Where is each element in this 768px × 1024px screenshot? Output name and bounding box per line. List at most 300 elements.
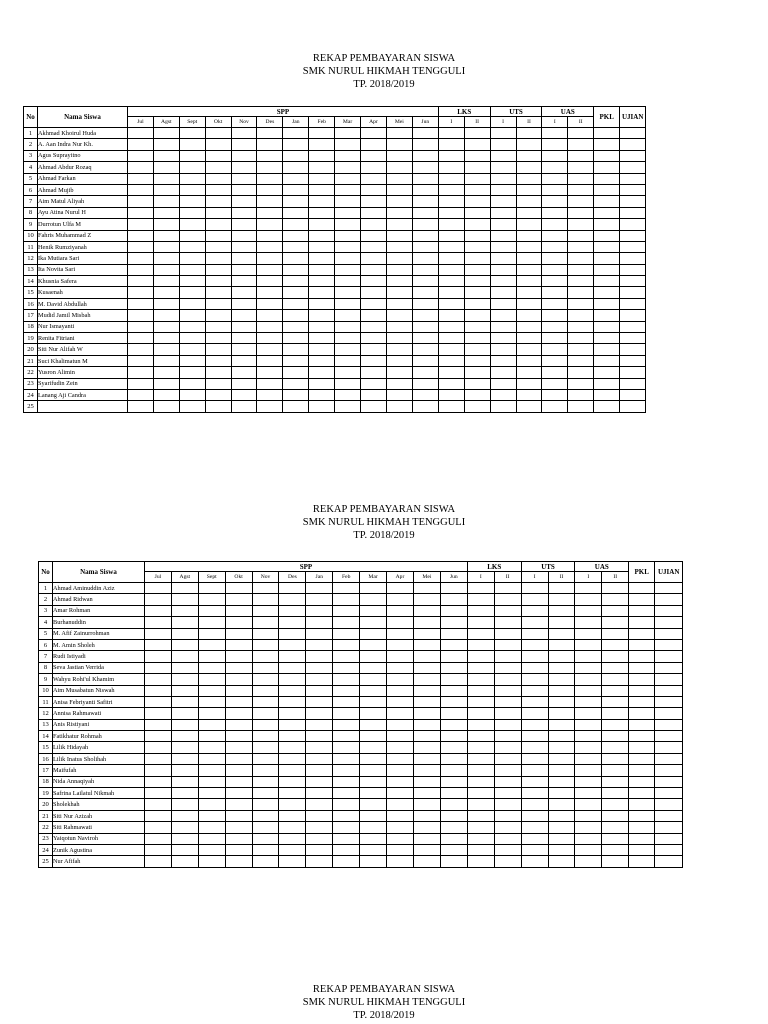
payment-cell[interactable] <box>548 685 575 696</box>
payment-cell[interactable] <box>548 617 575 628</box>
payment-cell[interactable] <box>257 344 283 355</box>
payment-cell[interactable] <box>594 344 620 355</box>
payment-cell[interactable] <box>145 822 172 833</box>
payment-cell[interactable] <box>231 401 257 412</box>
payment-cell[interactable] <box>198 605 225 616</box>
payment-cell[interactable] <box>231 128 257 139</box>
payment-cell[interactable] <box>231 264 257 275</box>
payment-cell[interactable] <box>333 708 360 719</box>
payment-cell[interactable] <box>386 287 412 298</box>
payment-cell[interactable] <box>252 810 279 821</box>
payment-cell[interactable] <box>413 685 440 696</box>
payment-cell[interactable] <box>225 696 252 707</box>
payment-cell[interactable] <box>386 344 412 355</box>
payment-cell[interactable] <box>413 765 440 776</box>
payment-cell[interactable] <box>602 674 629 685</box>
payment-cell[interactable] <box>413 617 440 628</box>
payment-cell[interactable] <box>225 844 252 855</box>
payment-cell[interactable] <box>575 583 602 594</box>
payment-cell[interactable] <box>231 139 257 150</box>
payment-cell[interactable] <box>361 253 387 264</box>
payment-cell[interactable] <box>279 628 306 639</box>
payment-cell[interactable] <box>225 788 252 799</box>
payment-cell[interactable] <box>386 173 412 184</box>
payment-cell[interactable] <box>568 184 594 195</box>
payment-cell[interactable] <box>306 662 333 673</box>
payment-cell[interactable] <box>568 207 594 218</box>
payment-cell[interactable] <box>252 776 279 787</box>
payment-cell[interactable] <box>655 822 683 833</box>
payment-cell[interactable] <box>360 696 387 707</box>
payment-cell[interactable] <box>412 287 438 298</box>
payment-cell[interactable] <box>361 230 387 241</box>
payment-cell[interactable] <box>128 230 154 241</box>
payment-cell[interactable] <box>198 856 225 867</box>
payment-cell[interactable] <box>386 139 412 150</box>
payment-cell[interactable] <box>594 276 620 287</box>
payment-cell[interactable] <box>516 401 542 412</box>
payment-cell[interactable] <box>171 788 198 799</box>
payment-cell[interactable] <box>494 742 521 753</box>
payment-cell[interactable] <box>594 184 620 195</box>
payment-cell[interactable] <box>575 662 602 673</box>
payment-cell[interactable] <box>594 298 620 309</box>
payment-cell[interactable] <box>198 810 225 821</box>
payment-cell[interactable] <box>594 367 620 378</box>
payment-cell[interactable] <box>205 310 231 321</box>
payment-cell[interactable] <box>490 128 516 139</box>
payment-cell[interactable] <box>306 765 333 776</box>
payment-cell[interactable] <box>602 685 629 696</box>
payment-cell[interactable] <box>602 788 629 799</box>
payment-cell[interactable] <box>257 298 283 309</box>
payment-cell[interactable] <box>620 401 646 412</box>
payment-cell[interactable] <box>145 799 172 810</box>
payment-cell[interactable] <box>128 321 154 332</box>
payment-cell[interactable] <box>490 401 516 412</box>
payment-cell[interactable] <box>335 219 361 230</box>
payment-cell[interactable] <box>575 776 602 787</box>
payment-cell[interactable] <box>629 617 655 628</box>
payment-cell[interactable] <box>412 173 438 184</box>
payment-cell[interactable] <box>171 776 198 787</box>
payment-cell[interactable] <box>516 128 542 139</box>
payment-cell[interactable] <box>542 173 568 184</box>
payment-cell[interactable] <box>360 822 387 833</box>
payment-cell[interactable] <box>655 605 683 616</box>
payment-cell[interactable] <box>231 162 257 173</box>
payment-cell[interactable] <box>521 731 548 742</box>
payment-cell[interactable] <box>128 207 154 218</box>
payment-cell[interactable] <box>387 708 414 719</box>
payment-cell[interactable] <box>467 765 494 776</box>
payment-cell[interactable] <box>602 765 629 776</box>
payment-cell[interactable] <box>333 822 360 833</box>
payment-cell[interactable] <box>542 298 568 309</box>
payment-cell[interactable] <box>464 162 490 173</box>
payment-cell[interactable] <box>413 708 440 719</box>
payment-cell[interactable] <box>655 833 683 844</box>
payment-cell[interactable] <box>440 662 467 673</box>
payment-cell[interactable] <box>594 287 620 298</box>
payment-cell[interactable] <box>360 719 387 730</box>
payment-cell[interactable] <box>438 264 464 275</box>
payment-cell[interactable] <box>494 844 521 855</box>
payment-cell[interactable] <box>145 731 172 742</box>
payment-cell[interactable] <box>575 788 602 799</box>
payment-cell[interactable] <box>360 753 387 764</box>
payment-cell[interactable] <box>205 230 231 241</box>
payment-cell[interactable] <box>252 788 279 799</box>
payment-cell[interactable] <box>279 708 306 719</box>
payment-cell[interactable] <box>231 389 257 400</box>
payment-cell[interactable] <box>602 719 629 730</box>
payment-cell[interactable] <box>252 753 279 764</box>
payment-cell[interactable] <box>225 731 252 742</box>
payment-cell[interactable] <box>257 173 283 184</box>
payment-cell[interactable] <box>438 287 464 298</box>
payment-cell[interactable] <box>333 799 360 810</box>
payment-cell[interactable] <box>257 276 283 287</box>
payment-cell[interactable] <box>521 719 548 730</box>
payment-cell[interactable] <box>548 583 575 594</box>
payment-cell[interactable] <box>542 355 568 366</box>
payment-cell[interactable] <box>198 708 225 719</box>
payment-cell[interactable] <box>464 241 490 252</box>
payment-cell[interactable] <box>412 355 438 366</box>
payment-cell[interactable] <box>257 321 283 332</box>
payment-cell[interactable] <box>309 241 335 252</box>
payment-cell[interactable] <box>490 367 516 378</box>
payment-cell[interactable] <box>306 810 333 821</box>
payment-cell[interactable] <box>521 696 548 707</box>
payment-cell[interactable] <box>205 196 231 207</box>
payment-cell[interactable] <box>171 844 198 855</box>
payment-cell[interactable] <box>629 628 655 639</box>
payment-cell[interactable] <box>542 196 568 207</box>
payment-cell[interactable] <box>494 583 521 594</box>
payment-cell[interactable] <box>225 856 252 867</box>
payment-cell[interactable] <box>438 401 464 412</box>
payment-cell[interactable] <box>413 753 440 764</box>
payment-cell[interactable] <box>440 765 467 776</box>
payment-cell[interactable] <box>620 344 646 355</box>
payment-cell[interactable] <box>521 674 548 685</box>
payment-cell[interactable] <box>225 776 252 787</box>
payment-cell[interactable] <box>548 833 575 844</box>
payment-cell[interactable] <box>548 628 575 639</box>
payment-cell[interactable] <box>594 128 620 139</box>
payment-cell[interactable] <box>333 765 360 776</box>
payment-cell[interactable] <box>516 196 542 207</box>
payment-cell[interactable] <box>464 253 490 264</box>
payment-cell[interactable] <box>309 139 335 150</box>
payment-cell[interactable] <box>575 639 602 650</box>
payment-cell[interactable] <box>413 628 440 639</box>
payment-cell[interactable] <box>361 150 387 161</box>
payment-cell[interactable] <box>360 799 387 810</box>
payment-cell[interactable] <box>655 628 683 639</box>
payment-cell[interactable] <box>361 298 387 309</box>
payment-cell[interactable] <box>413 810 440 821</box>
payment-cell[interactable] <box>257 207 283 218</box>
payment-cell[interactable] <box>257 367 283 378</box>
payment-cell[interactable] <box>128 139 154 150</box>
payment-cell[interactable] <box>602 731 629 742</box>
payment-cell[interactable] <box>440 833 467 844</box>
payment-cell[interactable] <box>252 651 279 662</box>
payment-cell[interactable] <box>516 355 542 366</box>
payment-cell[interactable] <box>594 333 620 344</box>
payment-cell[interactable] <box>575 651 602 662</box>
payment-cell[interactable] <box>283 173 309 184</box>
payment-cell[interactable] <box>438 298 464 309</box>
payment-cell[interactable] <box>494 788 521 799</box>
payment-cell[interactable] <box>594 310 620 321</box>
payment-cell[interactable] <box>309 298 335 309</box>
payment-cell[interactable] <box>179 241 205 252</box>
payment-cell[interactable] <box>521 765 548 776</box>
payment-cell[interactable] <box>575 605 602 616</box>
payment-cell[interactable] <box>467 674 494 685</box>
payment-cell[interactable] <box>575 617 602 628</box>
payment-cell[interactable] <box>494 685 521 696</box>
payment-cell[interactable] <box>438 230 464 241</box>
payment-cell[interactable] <box>387 685 414 696</box>
payment-cell[interactable] <box>412 389 438 400</box>
payment-cell[interactable] <box>128 298 154 309</box>
payment-cell[interactable] <box>516 264 542 275</box>
payment-cell[interactable] <box>412 321 438 332</box>
payment-cell[interactable] <box>153 378 179 389</box>
payment-cell[interactable] <box>602 799 629 810</box>
payment-cell[interactable] <box>309 276 335 287</box>
payment-cell[interactable] <box>521 685 548 696</box>
payment-cell[interactable] <box>568 139 594 150</box>
payment-cell[interactable] <box>412 128 438 139</box>
payment-cell[interactable] <box>306 799 333 810</box>
payment-cell[interactable] <box>548 731 575 742</box>
payment-cell[interactable] <box>171 856 198 867</box>
payment-cell[interactable] <box>620 241 646 252</box>
payment-cell[interactable] <box>361 389 387 400</box>
payment-cell[interactable] <box>128 276 154 287</box>
payment-cell[interactable] <box>153 344 179 355</box>
payment-cell[interactable] <box>387 765 414 776</box>
payment-cell[interactable] <box>386 150 412 161</box>
payment-cell[interactable] <box>205 150 231 161</box>
payment-cell[interactable] <box>225 594 252 605</box>
payment-cell[interactable] <box>145 742 172 753</box>
payment-cell[interactable] <box>283 367 309 378</box>
payment-cell[interactable] <box>257 401 283 412</box>
payment-cell[interactable] <box>335 230 361 241</box>
payment-cell[interactable] <box>467 685 494 696</box>
payment-cell[interactable] <box>438 378 464 389</box>
payment-cell[interactable] <box>335 298 361 309</box>
payment-cell[interactable] <box>279 844 306 855</box>
payment-cell[interactable] <box>333 583 360 594</box>
payment-cell[interactable] <box>412 344 438 355</box>
payment-cell[interactable] <box>257 264 283 275</box>
payment-cell[interactable] <box>283 355 309 366</box>
payment-cell[interactable] <box>153 219 179 230</box>
payment-cell[interactable] <box>620 310 646 321</box>
payment-cell[interactable] <box>179 128 205 139</box>
payment-cell[interactable] <box>629 731 655 742</box>
payment-cell[interactable] <box>205 264 231 275</box>
payment-cell[interactable] <box>464 287 490 298</box>
payment-cell[interactable] <box>467 753 494 764</box>
payment-cell[interactable] <box>516 184 542 195</box>
payment-cell[interactable] <box>464 173 490 184</box>
payment-cell[interactable] <box>494 765 521 776</box>
payment-cell[interactable] <box>309 355 335 366</box>
payment-cell[interactable] <box>179 287 205 298</box>
payment-cell[interactable] <box>306 583 333 594</box>
payment-cell[interactable] <box>594 139 620 150</box>
payment-cell[interactable] <box>252 833 279 844</box>
payment-cell[interactable] <box>309 196 335 207</box>
payment-cell[interactable] <box>464 276 490 287</box>
payment-cell[interactable] <box>198 788 225 799</box>
payment-cell[interactable] <box>521 742 548 753</box>
payment-cell[interactable] <box>309 219 335 230</box>
payment-cell[interactable] <box>205 173 231 184</box>
payment-cell[interactable] <box>386 162 412 173</box>
payment-cell[interactable] <box>440 628 467 639</box>
payment-cell[interactable] <box>198 844 225 855</box>
payment-cell[interactable] <box>594 321 620 332</box>
payment-cell[interactable] <box>602 594 629 605</box>
payment-cell[interactable] <box>467 605 494 616</box>
payment-cell[interactable] <box>309 150 335 161</box>
payment-cell[interactable] <box>542 333 568 344</box>
payment-cell[interactable] <box>309 207 335 218</box>
payment-cell[interactable] <box>575 731 602 742</box>
payment-cell[interactable] <box>306 856 333 867</box>
payment-cell[interactable] <box>438 207 464 218</box>
payment-cell[interactable] <box>335 355 361 366</box>
payment-cell[interactable] <box>440 856 467 867</box>
payment-cell[interactable] <box>361 355 387 366</box>
payment-cell[interactable] <box>171 662 198 673</box>
payment-cell[interactable] <box>128 241 154 252</box>
payment-cell[interactable] <box>594 389 620 400</box>
payment-cell[interactable] <box>257 355 283 366</box>
payment-cell[interactable] <box>386 207 412 218</box>
payment-cell[interactable] <box>629 674 655 685</box>
payment-cell[interactable] <box>440 696 467 707</box>
payment-cell[interactable] <box>594 207 620 218</box>
payment-cell[interactable] <box>494 799 521 810</box>
payment-cell[interactable] <box>568 230 594 241</box>
payment-cell[interactable] <box>153 389 179 400</box>
payment-cell[interactable] <box>231 333 257 344</box>
payment-cell[interactable] <box>575 844 602 855</box>
payment-cell[interactable] <box>548 856 575 867</box>
payment-cell[interactable] <box>494 822 521 833</box>
payment-cell[interactable] <box>333 696 360 707</box>
payment-cell[interactable] <box>333 731 360 742</box>
payment-cell[interactable] <box>198 662 225 673</box>
payment-cell[interactable] <box>542 264 568 275</box>
payment-cell[interactable] <box>333 776 360 787</box>
payment-cell[interactable] <box>542 162 568 173</box>
payment-cell[interactable] <box>629 605 655 616</box>
payment-cell[interactable] <box>620 298 646 309</box>
payment-cell[interactable] <box>629 788 655 799</box>
payment-cell[interactable] <box>467 594 494 605</box>
payment-cell[interactable] <box>467 788 494 799</box>
payment-cell[interactable] <box>620 150 646 161</box>
payment-cell[interactable] <box>128 378 154 389</box>
payment-cell[interactable] <box>252 605 279 616</box>
payment-cell[interactable] <box>360 628 387 639</box>
payment-cell[interactable] <box>387 810 414 821</box>
payment-cell[interactable] <box>252 822 279 833</box>
payment-cell[interactable] <box>171 731 198 742</box>
payment-cell[interactable] <box>629 685 655 696</box>
payment-cell[interactable] <box>655 731 683 742</box>
payment-cell[interactable] <box>467 719 494 730</box>
payment-cell[interactable] <box>568 196 594 207</box>
payment-cell[interactable] <box>335 253 361 264</box>
payment-cell[interactable] <box>575 799 602 810</box>
payment-cell[interactable] <box>440 605 467 616</box>
payment-cell[interactable] <box>306 742 333 753</box>
payment-cell[interactable] <box>412 378 438 389</box>
payment-cell[interactable] <box>438 333 464 344</box>
payment-cell[interactable] <box>386 264 412 275</box>
payment-cell[interactable] <box>252 583 279 594</box>
payment-cell[interactable] <box>335 162 361 173</box>
payment-cell[interactable] <box>490 196 516 207</box>
payment-cell[interactable] <box>153 207 179 218</box>
payment-cell[interactable] <box>283 276 309 287</box>
payment-cell[interactable] <box>279 810 306 821</box>
payment-cell[interactable] <box>440 594 467 605</box>
payment-cell[interactable] <box>361 401 387 412</box>
payment-cell[interactable] <box>225 742 252 753</box>
payment-cell[interactable] <box>516 162 542 173</box>
payment-cell[interactable] <box>620 333 646 344</box>
payment-cell[interactable] <box>231 367 257 378</box>
payment-cell[interactable] <box>629 844 655 855</box>
payment-cell[interactable] <box>225 708 252 719</box>
payment-cell[interactable] <box>171 822 198 833</box>
payment-cell[interactable] <box>360 742 387 753</box>
payment-cell[interactable] <box>179 230 205 241</box>
payment-cell[interactable] <box>594 173 620 184</box>
payment-cell[interactable] <box>594 219 620 230</box>
payment-cell[interactable] <box>629 799 655 810</box>
payment-cell[interactable] <box>198 628 225 639</box>
payment-cell[interactable] <box>309 378 335 389</box>
payment-cell[interactable] <box>386 253 412 264</box>
payment-cell[interactable] <box>542 367 568 378</box>
payment-cell[interactable] <box>490 162 516 173</box>
payment-cell[interactable] <box>306 822 333 833</box>
payment-cell[interactable] <box>568 310 594 321</box>
payment-cell[interactable] <box>309 389 335 400</box>
payment-cell[interactable] <box>279 776 306 787</box>
payment-cell[interactable] <box>568 287 594 298</box>
payment-cell[interactable] <box>360 833 387 844</box>
payment-cell[interactable] <box>542 241 568 252</box>
payment-cell[interactable] <box>494 810 521 821</box>
payment-cell[interactable] <box>145 776 172 787</box>
